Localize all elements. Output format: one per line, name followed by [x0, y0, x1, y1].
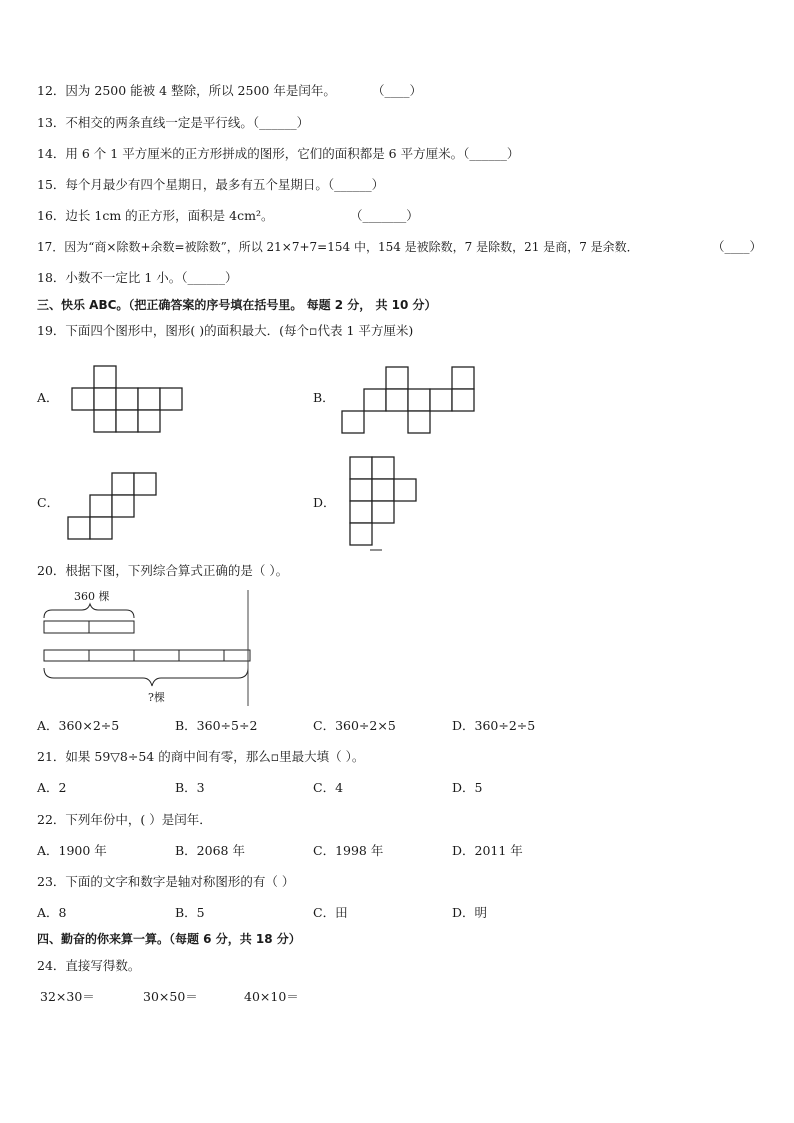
option-c[interactable]: C．360÷2×5: [313, 718, 396, 733]
option-label-c: C．: [37, 495, 60, 510]
option-b[interactable]: B．360÷5÷2: [175, 718, 258, 733]
section-heading: 四、勤奋的你来算一算。（每题 6 分，共 18 分）: [37, 932, 301, 946]
option-a[interactable]: A．8: [37, 905, 67, 920]
option-d[interactable]: D．5: [452, 780, 483, 795]
answer-blank[interactable]: （_______）: [350, 208, 419, 223]
option-a[interactable]: A．1900 年: [37, 843, 107, 858]
figure-c: [64, 470, 164, 544]
question-20: 20．根据下图，下列综合算式正确的是（ ）。: [37, 563, 289, 578]
calc-item: 32×30＝: [40, 989, 95, 1004]
diagram-top-label: 360 棵: [74, 590, 110, 603]
answer-blank[interactable]: （____）: [372, 83, 423, 98]
option-c[interactable]: C．4: [313, 780, 344, 795]
question-13: 13．不相交的两条直线一定是平行线。（______）: [37, 115, 310, 130]
option-b[interactable]: B．2068 年: [175, 843, 245, 858]
figure-a: [68, 364, 188, 436]
question-19: 19．下面四个图形中，图形( )的面积最大．(每个▫代表 1 平方厘米): [37, 323, 414, 338]
option-c[interactable]: C．1998 年: [313, 843, 384, 858]
option-label-b: B．: [313, 390, 335, 405]
question-14: 14．用 6 个 1 平方厘米的正方形拼成的图形，它们的面积都是 6 平方厘米。（______）: [37, 146, 520, 161]
question-18: 18．小数不一定比 1 小。（______）: [37, 270, 238, 285]
option-c[interactable]: C．田: [313, 905, 348, 920]
section-heading: 三、快乐 ABC。（把正确答案的序号填在括号里。 每题 2 分， 共 10 分）: [37, 298, 437, 312]
option-b[interactable]: B．3: [175, 780, 205, 795]
question-23: 23．下面的文字和数字是轴对称图形的有（ ）: [37, 874, 295, 889]
question-21: 21．如果 59▽8÷54 的商中间有零，那么▫里最大填（ ）。: [37, 749, 365, 764]
calc-item: 40×10＝: [244, 989, 299, 1004]
option-b[interactable]: B．5: [175, 905, 205, 920]
option-label-a: A．: [37, 390, 59, 405]
figure-b: [338, 364, 480, 438]
option-d[interactable]: D．2011 年: [452, 843, 523, 858]
line-segment-diagram: [38, 588, 254, 708]
question-17: 17．因为“商×除数+余数=被除数”，所以 21×7+7=154 中，154 是被除数，7 是除数，21 是商，7 是余数．: [37, 240, 639, 254]
option-d[interactable]: D．360÷2÷5: [452, 718, 536, 733]
option-d[interactable]: D．明: [452, 905, 488, 920]
option-a[interactable]: A．2: [37, 780, 67, 795]
question-15: 15．每个月最少有四个星期日，最多有五个星期日。（______）: [37, 177, 385, 192]
diagram-bottom-label: ?棵: [148, 691, 165, 704]
figure-d: [346, 454, 426, 554]
option-label-d: D．: [313, 495, 336, 510]
question-text: 12．因为 2500 能被 4 整除，所以 2500 年是闰年。: [37, 83, 336, 98]
option-a[interactable]: A．360×2÷5: [37, 718, 120, 733]
question-22: 22．下列年份中，( ）是闰年．: [37, 812, 212, 827]
question-12: [37, 82, 336, 100]
calc-item: 30×50＝: [143, 989, 198, 1004]
answer-blank[interactable]: （____）: [712, 239, 763, 254]
question-24: 24．直接写得数。: [37, 958, 141, 973]
question-16: 16．边长 1cm 的正方形，面积是 4cm²。: [37, 208, 274, 223]
